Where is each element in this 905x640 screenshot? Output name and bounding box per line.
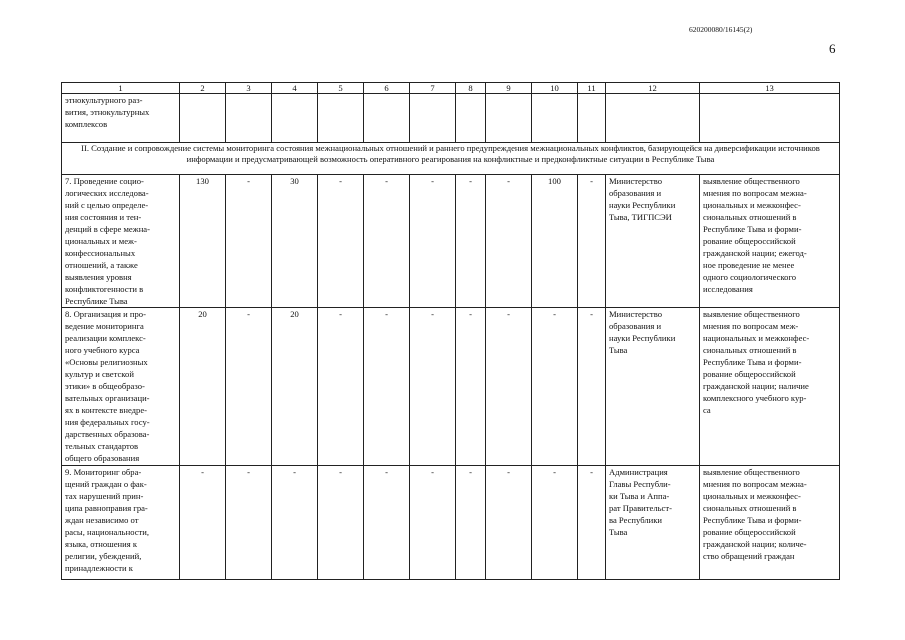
funding-cell: - (578, 175, 606, 308)
continuation-row (62, 94, 840, 143)
funding-cell: 30 (272, 175, 318, 308)
activity-name-cell: этнокультурного раз- вития, этнокультурных комплексов (62, 94, 180, 143)
funding-cell: - (410, 175, 456, 308)
document-id: 620200080/16145(2) (689, 25, 753, 34)
column-number: 2 (180, 83, 226, 94)
funding-cell: - (410, 308, 456, 466)
funding-cell: - (226, 308, 272, 466)
funding-cell: - (364, 466, 410, 580)
funding-cell: - (578, 308, 606, 466)
column-number: 3 (226, 83, 272, 94)
column-number: 6 (364, 83, 410, 94)
empty-cell (456, 94, 486, 143)
empty-cell (486, 94, 532, 143)
column-number: 4 (272, 83, 318, 94)
empty-cell (364, 94, 410, 143)
program-table (61, 82, 840, 580)
funding-cell: - (364, 308, 410, 466)
empty-cell (700, 94, 840, 143)
funding-cell: - (486, 466, 532, 580)
table-row (62, 466, 840, 580)
empty-cell (578, 94, 606, 143)
funding-cell: 20 (272, 308, 318, 466)
funding-cell: - (318, 175, 364, 308)
result-cell: выявление общественного мнения по вопросам межна- циональных и межконфес- сиональных отношений в Республике Тыва и форми- рование общероссийской гражданской нации; ежегод- ное проведение не менее одного социологического исследования (700, 175, 840, 308)
section-row (62, 143, 840, 175)
result-cell: выявление общественного мнения по вопросам меж- национальных и межконфес- сиональных отношений в Республике Тыва и форми- рование общероссийской гражданской нации; наличие комплексного учебного кур- са (700, 308, 840, 466)
funding-cell: - (226, 175, 272, 308)
funding-cell: - (318, 308, 364, 466)
executor-cell: Администрация Главы Республи- ки Тыва и Аппа- рат Правительст- ва Республики Тыва (606, 466, 700, 580)
empty-cell (180, 94, 226, 143)
funding-cell: - (532, 308, 578, 466)
column-number: 12 (606, 83, 700, 94)
funding-cell: - (456, 466, 486, 580)
table-row (62, 175, 840, 308)
funding-cell: - (226, 466, 272, 580)
funding-cell: - (486, 308, 532, 466)
empty-cell (226, 94, 272, 143)
column-number: 5 (318, 83, 364, 94)
column-number: 7 (410, 83, 456, 94)
empty-cell (606, 94, 700, 143)
funding-cell: - (456, 308, 486, 466)
executor-cell: Министерство образования и науки Республики Тыва, ТИГПСЭИ (606, 175, 700, 308)
empty-cell (410, 94, 456, 143)
funding-cell: 20 (180, 308, 226, 466)
column-number: 10 (532, 83, 578, 94)
empty-cell (272, 94, 318, 143)
funding-cell: - (410, 466, 456, 580)
funding-cell: - (532, 466, 578, 580)
funding-cell: - (456, 175, 486, 308)
column-number: 13 (700, 83, 840, 94)
table-row (62, 308, 840, 466)
funding-cell: - (180, 466, 226, 580)
result-cell: выявление общественного мнения по вопросам межна- циональных и межконфес- сиональных отношений в Республике Тыва и форми- рование общероссийской гражданской нации; количе- ство обращений граждан (700, 466, 840, 580)
activity-name-cell: 8. Организация и про- ведение мониторинга реализации комплекс- ного учебного курса «Основы религиозных культур и светской этики» в общеобразо- вательных организаци- ях в контексте внедре- ния федеральных госу- дарственных образова- тельных стандартов общего образования (62, 308, 180, 466)
empty-cell (318, 94, 364, 143)
executor-cell: Министерство образования и науки Республики Тыва (606, 308, 700, 466)
funding-cell: - (486, 175, 532, 308)
section-title: II. Создание и сопровождение системы мониторинга состояния межнациональных отношений и раннего предупреждения межнациональных конфликтов, базирующейся на диверсификации источников информации и предусматривающей возможность оперативного реагирования на конфликтные и предконфликтные ситуации в Республике Тыва (62, 143, 840, 175)
funding-cell: - (318, 466, 364, 580)
column-number: 11 (578, 83, 606, 94)
column-number: 1 (62, 83, 180, 94)
activity-name-cell: 9. Мониторинг обра- щений граждан о фак- тах нарушений прин- ципа равноправия гра- ждан независимо от расы, национальности, языка, отношения к религии, убеждений, принадлежности к (62, 466, 180, 580)
funding-cell: 130 (180, 175, 226, 308)
funding-cell: - (578, 466, 606, 580)
activity-name-cell: 7. Проведение социо- логических исследова- ний с целью определе- ния состояния и тен- денций в сфере межна- циональных и меж- конфессиональных отношений, а также выявления уровня конфликтогенности в Республике Тыва (62, 175, 180, 308)
funding-cell: - (364, 175, 410, 308)
empty-cell (532, 94, 578, 143)
page-number: 6 (829, 41, 836, 56)
funding-cell: - (272, 466, 318, 580)
funding-cell: 100 (532, 175, 578, 308)
column-number: 9 (486, 83, 532, 94)
column-number: 8 (456, 83, 486, 94)
column-number-row (62, 83, 840, 94)
